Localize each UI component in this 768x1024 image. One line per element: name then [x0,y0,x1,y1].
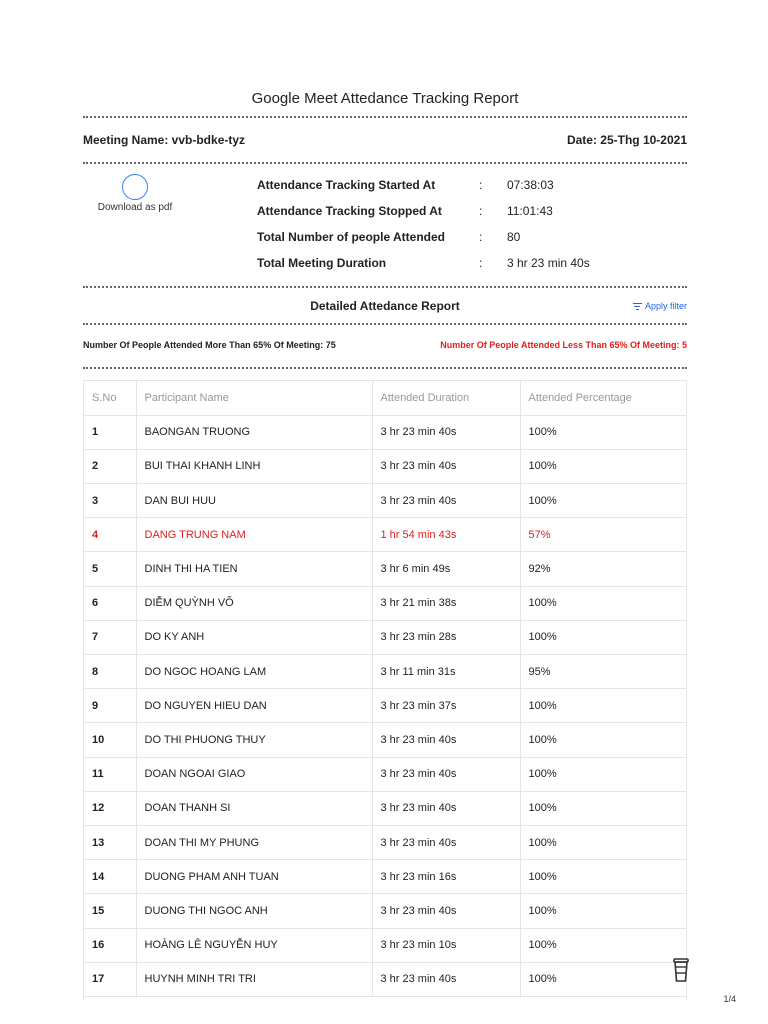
cell-name: HUYNH MINH TRI TRI [136,962,372,996]
info-value: 80 [507,230,521,244]
attendance-table [83,380,687,1000]
cell-sno: 7 [84,620,136,654]
cell-percentage: 95% [520,655,686,689]
cell-sno: 6 [84,586,136,620]
cell-sno: 12 [84,791,136,825]
cell-duration: 3 hr 23 min 40s [372,757,520,791]
info-row [257,178,687,204]
apply-filter-button[interactable] [633,301,687,311]
cell-sno: 1 [84,415,136,449]
cell-duration: 3 hr 23 min 40s [372,449,520,483]
detailed-report-heading: Detailed Attedance Report [310,299,460,313]
cell-duration: 3 hr 23 min 40s [372,723,520,757]
download-pdf-button[interactable] [83,174,187,213]
table-row [84,860,686,894]
cell-percentage: 100% [520,860,686,894]
table-row [84,620,686,654]
table-row [84,484,686,518]
cell-sno: 17 [84,962,136,996]
cell-duration: 3 hr 23 min 40s [372,484,520,518]
info-sep: : [479,230,483,244]
summary-less-than-65: Number Of People Attended Less Than 65% Of Meeting: 5 [440,340,687,350]
divider [83,367,687,369]
cell-percentage: 100% [520,962,686,996]
table-row [84,757,686,791]
cell-name: HOÀNG LÊ NGUYỄN HUY [136,928,372,962]
table-row [84,928,686,962]
info-sep: : [479,178,483,192]
cell-name: DANG TRUNG NAM [136,518,372,552]
cell-name: DINH THI HA TIEN [136,552,372,586]
cell-name: DO THI PHUONG THUY [136,723,372,757]
cell-percentage: 100% [520,757,686,791]
info-sep: : [479,256,483,270]
cell-name: DOAN THI MY PHUNG [136,825,372,859]
table-row [84,825,686,859]
cell-duration: 3 hr 23 min 40s [372,791,520,825]
info-label: Attendance Tracking Started At [257,178,436,192]
table-row [84,552,686,586]
cell-duration: 1 hr 54 min 43s [372,518,520,552]
cell-name: DO NGUYEN HIEU DAN [136,689,372,723]
cell-percentage: 92% [520,552,686,586]
cell-sno: 9 [84,689,136,723]
report-title: Google Meet Attedance Tracking Report [251,90,519,107]
cell-percentage: 100% [520,484,686,518]
download-circle-icon[interactable] [122,174,148,200]
trash-cup-icon[interactable] [672,956,690,984]
table-row [84,586,686,620]
table-row [84,791,686,825]
table-row [84,449,686,483]
info-row [257,204,687,230]
cell-duration: 3 hr 23 min 28s [372,620,520,654]
meeting-name: Meeting Name: vvb-bdke-tyz [83,133,246,147]
page-number: 1/4 [723,994,736,1004]
table-header-row [84,381,686,415]
cell-duration: 3 hr 23 min 10s [372,928,520,962]
cell-percentage: 100% [520,586,686,620]
info-value: 3 hr 23 min 40s [507,256,590,270]
cell-percentage: 100% [520,894,686,928]
table-row [84,415,686,449]
cell-percentage: 100% [520,415,686,449]
table-row [84,962,686,996]
cell-name: DO NGOC HOANG LAM [136,655,372,689]
tracking-info [257,178,687,282]
cell-name: DUONG PHAM ANH TUAN [136,860,372,894]
cell-sno: 10 [84,723,136,757]
cell-duration: 3 hr 23 min 16s [372,860,520,894]
table-row [84,655,686,689]
info-label: Attendance Tracking Stopped At [257,204,442,218]
cell-name: DOAN NGOAI GIAO [136,757,372,791]
info-label: Total Meeting Duration [257,256,387,270]
cell-name: BAONGAN TRUONG [136,415,372,449]
cell-sno: 3 [84,484,136,518]
cell-percentage: 100% [520,825,686,859]
info-row [257,256,687,282]
meeting-date: Date: 25-Thg 10-2021 [566,133,687,147]
table-row [84,518,686,552]
filter-icon[interactable] [633,303,642,310]
cell-name: DAN BUI HUU [136,484,372,518]
col-header-percentage: Attended Percentage [520,381,686,415]
cell-name: DIỄM QUỲNH VÕ [136,586,372,620]
cell-duration: 3 hr 11 min 31s [372,655,520,689]
summary-more-than-65: Number Of People Attended More Than 65% Of Meeting: 75 [83,340,336,350]
divider [83,286,687,288]
cell-sno: 5 [84,552,136,586]
cell-percentage: 100% [520,689,686,723]
cell-sno: 2 [84,449,136,483]
cell-duration: 3 hr 23 min 40s [372,962,520,996]
apply-filter-label[interactable]: Apply filter [644,301,687,311]
col-header-sno: S.No [84,381,136,415]
cell-percentage: 100% [520,723,686,757]
cell-percentage: 100% [520,620,686,654]
divider [83,116,687,118]
cell-name: DUONG THI NGOC ANH [136,894,372,928]
info-label: Total Number of people Attended [257,230,445,244]
cell-duration: 3 hr 23 min 40s [372,415,520,449]
col-header-duration: Attended Duration [372,381,520,415]
table-row [84,689,686,723]
cell-name: DOAN THANH SI [136,791,372,825]
cell-percentage: 100% [520,928,686,962]
col-header-name: Participant Name [136,381,372,415]
cell-sno: 11 [84,757,136,791]
cell-name: DO KY ANH [136,620,372,654]
cell-sno: 14 [84,860,136,894]
cell-percentage: 57% [520,518,686,552]
info-row [257,230,687,256]
divider [83,323,687,325]
download-label[interactable]: Download as pdf [97,202,173,213]
cell-duration: 3 hr 23 min 37s [372,689,520,723]
info-sep: : [479,204,483,218]
cell-percentage: 100% [520,449,686,483]
cell-duration: 3 hr 23 min 40s [372,825,520,859]
info-value: 07:38:03 [507,178,554,192]
cell-sno: 8 [84,655,136,689]
cell-sno: 4 [84,518,136,552]
info-value: 11:01:43 [507,204,553,218]
cell-sno: 16 [84,928,136,962]
divider [83,162,687,164]
cell-duration: 3 hr 6 min 49s [372,552,520,586]
cell-name: BUI THAI KHANH LINH [136,449,372,483]
cell-duration: 3 hr 21 min 38s [372,586,520,620]
cell-sno: 15 [84,894,136,928]
table-row [84,894,686,928]
cell-percentage: 100% [520,791,686,825]
cell-sno: 13 [84,825,136,859]
cell-duration: 3 hr 23 min 40s [372,894,520,928]
table-row [84,723,686,757]
